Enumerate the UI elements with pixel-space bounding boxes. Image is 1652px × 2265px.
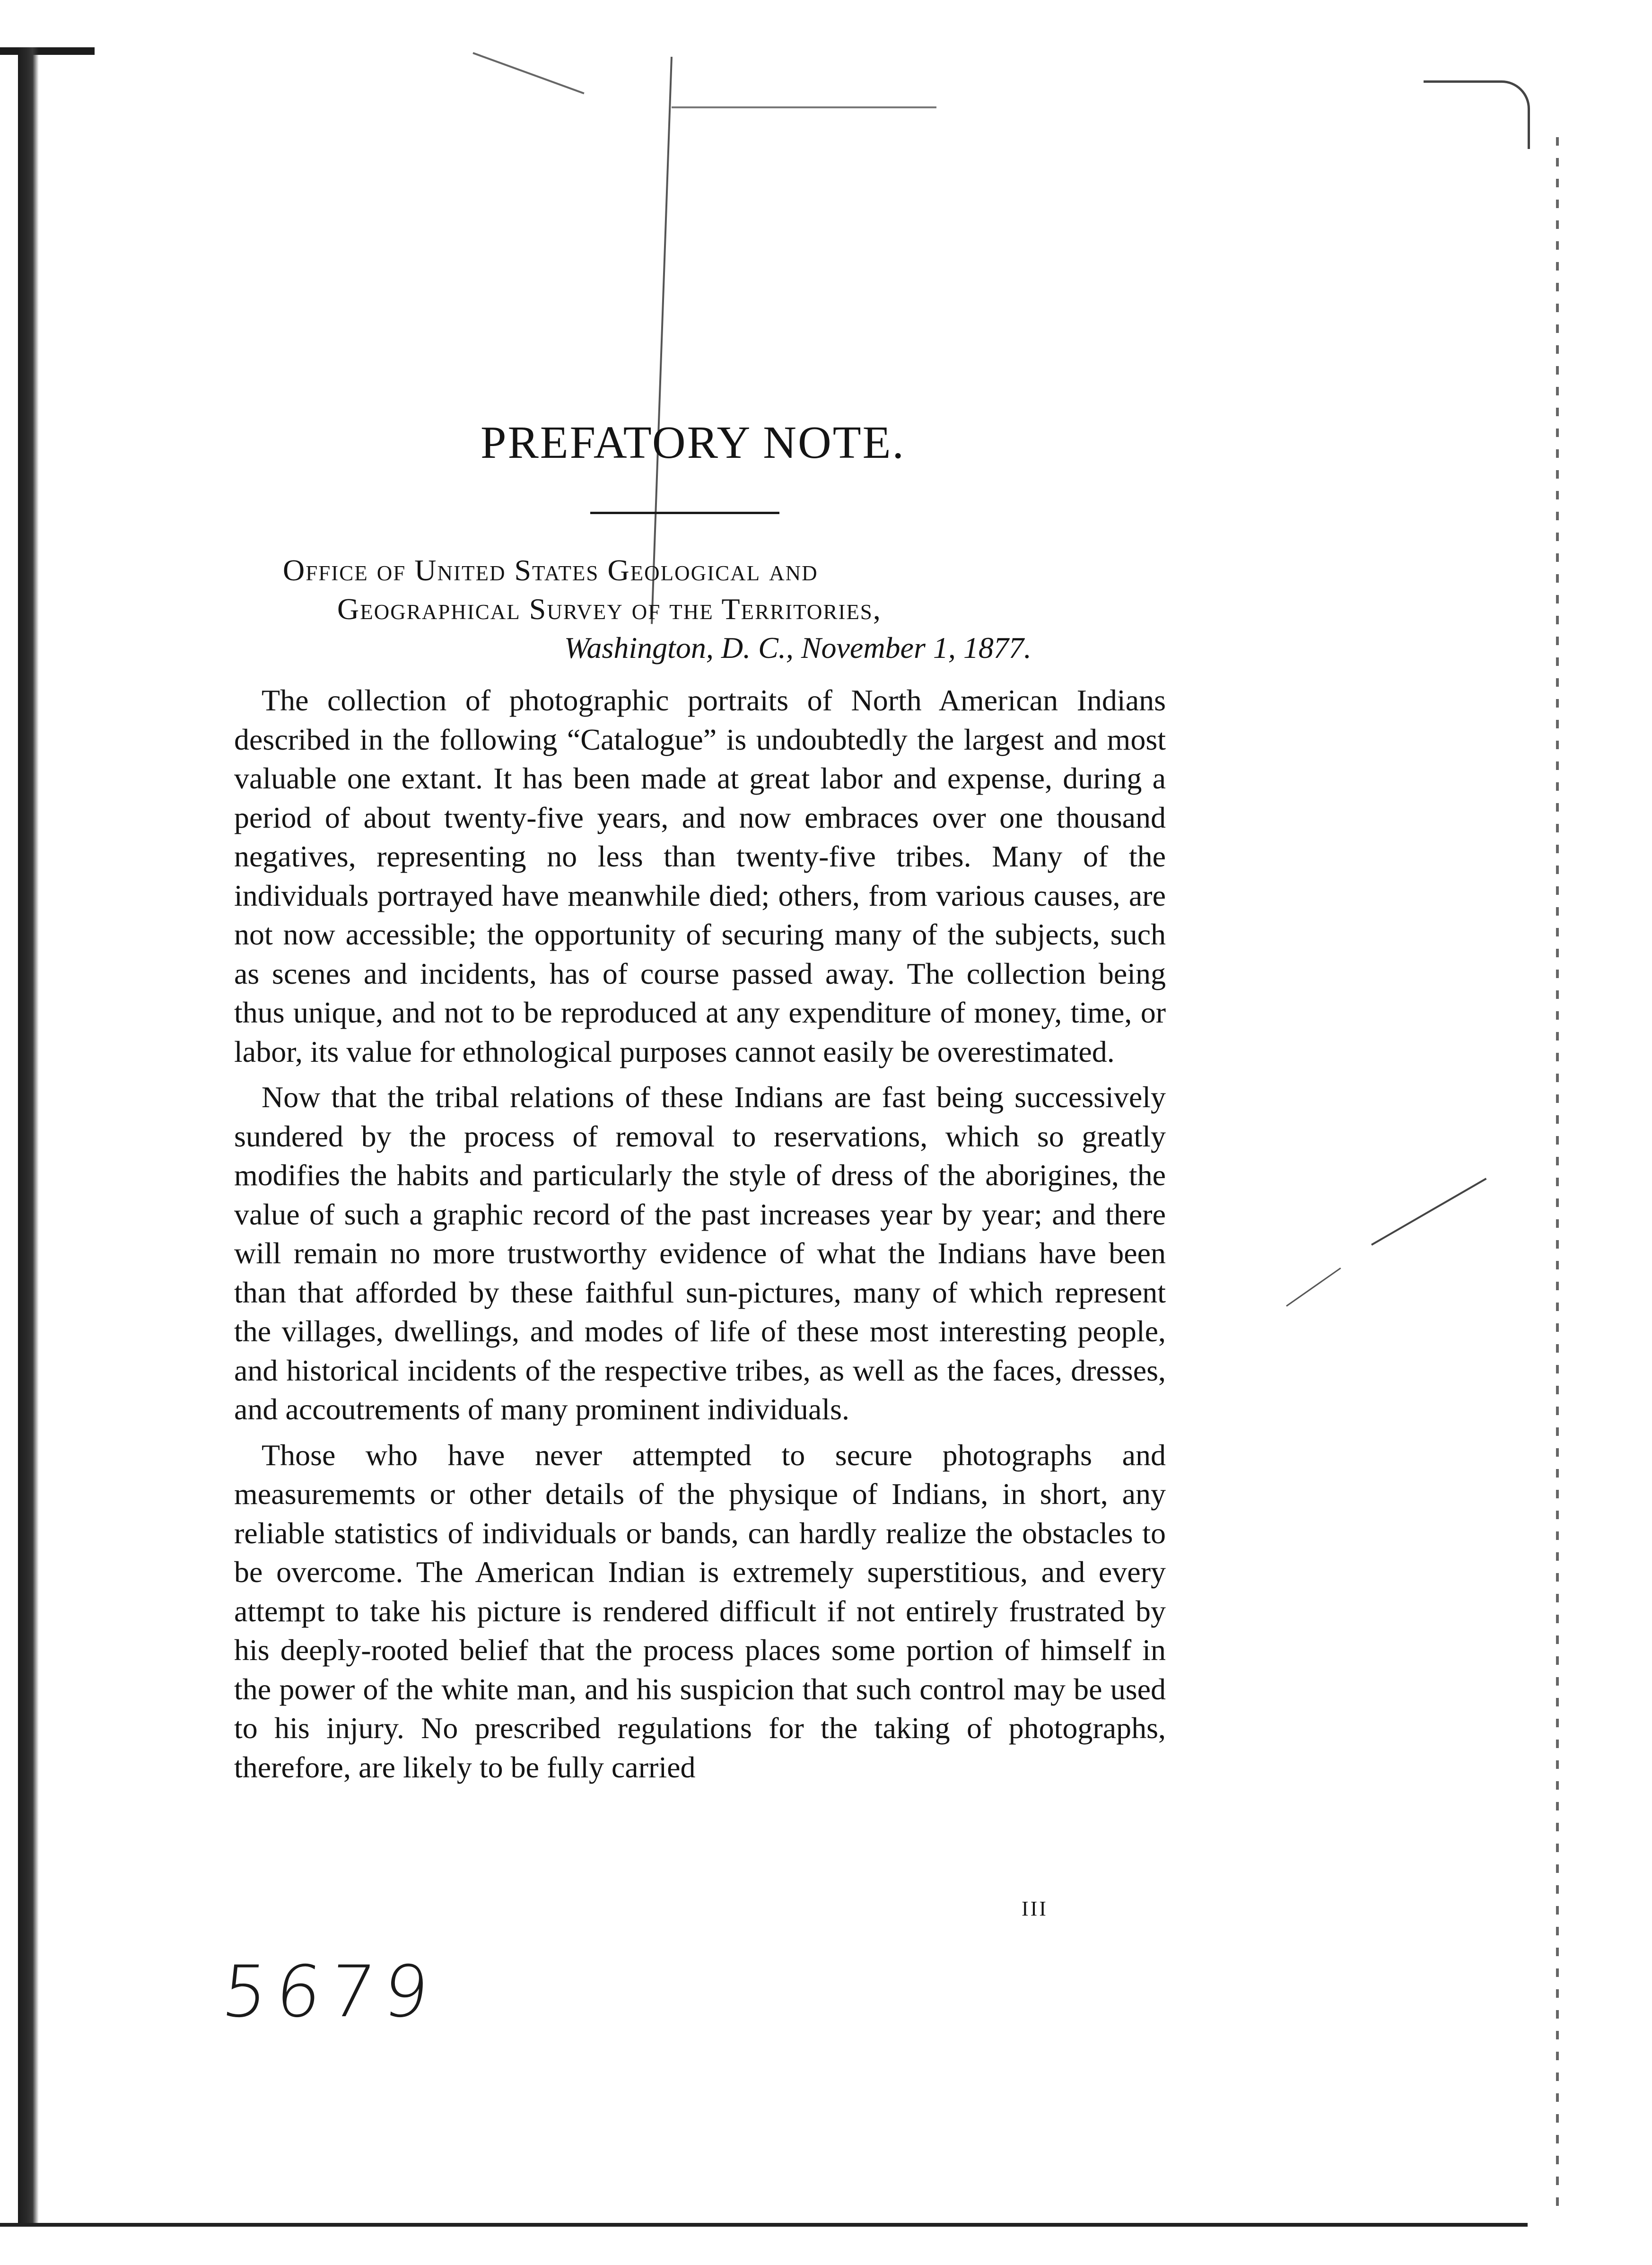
page-number: III xyxy=(1022,1897,1048,1920)
page-corner xyxy=(1424,80,1530,149)
body-text xyxy=(234,681,1166,1793)
binding-cap xyxy=(0,47,95,55)
title-rule xyxy=(590,512,779,514)
dateline xyxy=(283,551,1210,667)
scan-mark xyxy=(672,106,936,108)
paragraph: Now that the tribal relations of these Indians are fast being successively sundered by the process of removal to reservations, which so greatly modifies the habits and particularly the style of dress of the aborigines, the value of such a graphic record of the past increases year by year; and there will remain no more trustworthy evidence of what the Indians have been than that afforded by these faithful sun-pictures, many of which represent the villages, dwellings, and modes of life of these most interesting people, and historical incidents of the respective tribes, as well as the faces, dresses, and accoutrements of many prominent individuals. xyxy=(234,1080,1166,1426)
dateline-line-2: Geographical Survey of the Territories, xyxy=(337,592,882,626)
scan-mark xyxy=(472,52,584,94)
dateline-line-3: Washington, D. C., November 1, 1877. xyxy=(564,631,1031,665)
dateline-line-1: Office of United States Geological and xyxy=(283,553,818,587)
bottom-edge xyxy=(0,2223,1528,2227)
page-crease xyxy=(651,57,673,624)
scan-mark xyxy=(1371,1178,1486,1245)
paragraph: Those who have never attempted to secure photographs and measurememts or other details of the physique of Indians, in short, any reliable statistics of individuals or bands, can hardly realize the obstacles to be overcome. The American Indian is extremely superstitious, and every attempt to take his picture is rendered difficult if not entirely frustrated by his deeply-rooted belief that the process places some portion of himself in the power of the white man, and his suspicion that such control may be used to his injury. No prescribed regulations for the taking of photographs, therefore, are likely to be fully carried xyxy=(234,1438,1166,1784)
binding-edge xyxy=(18,47,39,2223)
right-edge xyxy=(1556,137,1559,2209)
paragraph: The collection of photographic portraits of North American Indians described in the following “Catalogue” is undoubtedly the largest and most valuable one extant. It has been made at great labor and expense, during a period of about twenty-five years, and now embraces over one thousand negatives, representing no less than twenty-five tribes. Many of the individuals portrayed have meanwhile died; others, from various causes, are not now accessible; the opportunity of securing many of the subjects, such as scenes and incidents, has of course passed away. The collection being thus unique, and not to be reproduced at any expenditure of money, time, or labor, its value for ethnological purposes cannot easily be overestimated. xyxy=(234,683,1166,1068)
handwritten-number: 5679 xyxy=(218,1951,441,2033)
page-title: PREFATORY NOTE. xyxy=(480,417,906,468)
scan-mark xyxy=(1286,1268,1341,1307)
